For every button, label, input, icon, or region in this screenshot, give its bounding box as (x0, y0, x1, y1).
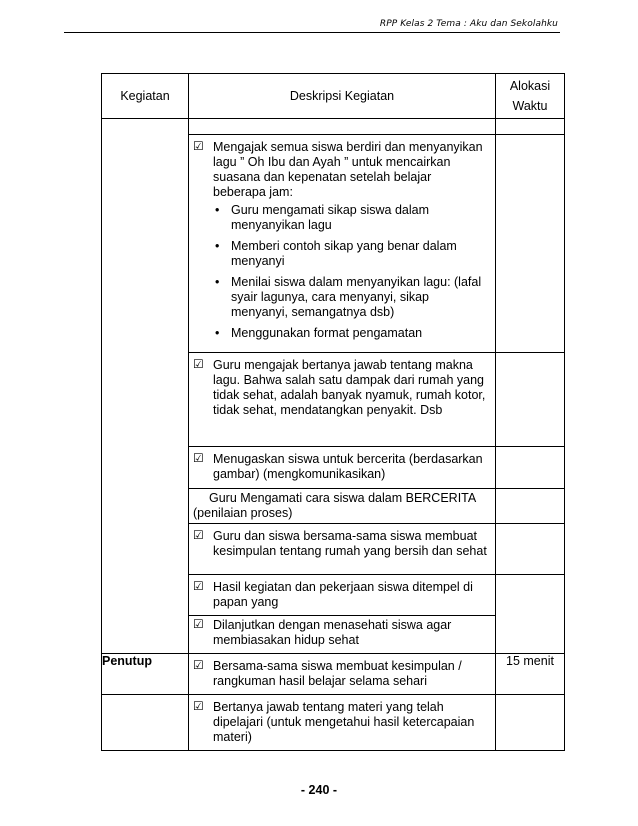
list-item (213, 203, 487, 233)
spacer-row (102, 119, 565, 135)
checklist-item (189, 447, 495, 487)
item-text: Mengajak semua siswa berdiri dan menyanyikan lagu ” Oh Ibu dan Ayah ” untuk mencairkan suasana dan kepenatan setelah belajar beberapa jam: (213, 140, 483, 199)
bullet-text: Menilai siswa dalam menyanyikan lagu: (lafal syair lagunya, cara menyanyi, sikap menyanyi, semangatnya dsb) (231, 275, 482, 319)
checklist-item (189, 353, 495, 423)
alokasi-cell (496, 575, 565, 654)
penutup-row (102, 695, 565, 751)
description-cell (189, 447, 496, 489)
description-cell (189, 695, 496, 751)
alokasi-cell (496, 489, 565, 524)
kegiatan-penutup-label: Penutup (102, 654, 189, 695)
alokasi-cell (496, 695, 565, 751)
checklist-item (189, 695, 495, 750)
header-kegiatan: Kegiatan (102, 74, 189, 119)
header-deskripsi: Deskripsi Kegiatan (189, 74, 496, 119)
bullet-text: Guru mengamati sikap siswa dalam menyanyikan lagu (231, 203, 429, 232)
description-cell (189, 654, 496, 695)
header-alokasi-line2: Waktu (512, 99, 548, 113)
alokasi-penutup-value: 15 menit (496, 654, 565, 695)
description-cell (189, 575, 496, 616)
activity-table (101, 73, 565, 751)
bullet-icon: • (215, 326, 220, 340)
checklist-item (189, 654, 495, 694)
alokasi-cell (496, 524, 565, 575)
spacer-cell (189, 119, 496, 135)
page-number: - 240 - (300, 783, 338, 797)
checkbox-checked-icon: ☑ (193, 528, 204, 542)
bullet-list (213, 203, 487, 341)
alokasi-cell (496, 447, 565, 489)
item-text: Hasil kegiatan dan pekerjaan siswa ditempel di papan yang (213, 580, 473, 609)
checkbox-checked-icon: ☑ (193, 699, 204, 713)
header-alokasi-line1: Alokasi (509, 79, 551, 93)
kegiatan-cell (102, 695, 189, 751)
checkbox-checked-icon: ☑ (193, 658, 204, 672)
checklist-item (189, 524, 495, 564)
description-cell (189, 489, 496, 524)
item-text: Guru mengajak bertanya jawab tentang makna lagu. Bahwa salah satu dampak dari rumah yang tidak sehat, adalah banyak nyamuk, rumah kotor, tidak sehat, mendatangkan penyakit. Dsb (213, 358, 486, 417)
penutup-row (102, 654, 565, 695)
header-rule (64, 32, 560, 33)
description-cell (189, 353, 496, 447)
bullet-text: Memberi contoh sikap yang benar dalam menyanyi (231, 239, 457, 268)
item-text: Bersama-sama siswa membuat kesimpulan / rangkuman hasil belajar selama sehari (213, 659, 462, 688)
item-text: Guru dan siswa bersama-sama siswa membuat kesimpulan tentang rumah yang bersih dan sehat (213, 529, 487, 558)
list-item (213, 239, 487, 269)
checkbox-checked-icon: ☑ (193, 357, 204, 371)
list-item (213, 275, 487, 320)
header-alokasi (496, 74, 565, 119)
spacer-cell-alokasi (496, 119, 565, 135)
bullet-icon: • (215, 203, 220, 217)
list-item (213, 326, 487, 341)
bullet-icon: • (215, 275, 220, 289)
checklist-item (189, 575, 495, 615)
kegiatan-cell-inti (102, 119, 189, 654)
checkbox-checked-icon: ☑ (193, 617, 204, 631)
checklist-item (189, 135, 495, 352)
checkbox-checked-icon: ☑ (193, 451, 204, 465)
bullet-text: Menggunakan format pengamatan (231, 326, 423, 340)
checklist-item (189, 616, 495, 653)
table-header-row (102, 74, 565, 119)
alokasi-cell (496, 135, 565, 353)
description-cell (189, 616, 496, 654)
running-header: RPP Kelas 2 Tema : Aku dan Sekolahku (379, 19, 558, 29)
alokasi-cell (496, 353, 565, 447)
checkbox-checked-icon: ☑ (193, 579, 204, 593)
bullet-icon: • (215, 239, 220, 253)
description-cell (189, 135, 496, 353)
checkbox-checked-icon: ☑ (193, 139, 204, 153)
assessment-note: Guru Mengamati cara siswa dalam BERCERITA (penilaian proses) (193, 491, 476, 520)
description-cell (189, 524, 496, 575)
item-text: Menugaskan siswa untuk bercerita (berdasarkan gambar) (mengkomunikasikan) (213, 452, 483, 481)
item-text: Bertanya jawab tentang materi yang telah dipelajari (untuk mengetahui hasil ketercapaian materi) (213, 700, 475, 744)
item-text: Dilanjutkan dengan menasehati siswa agar membiasakan hidup sehat (213, 618, 452, 647)
